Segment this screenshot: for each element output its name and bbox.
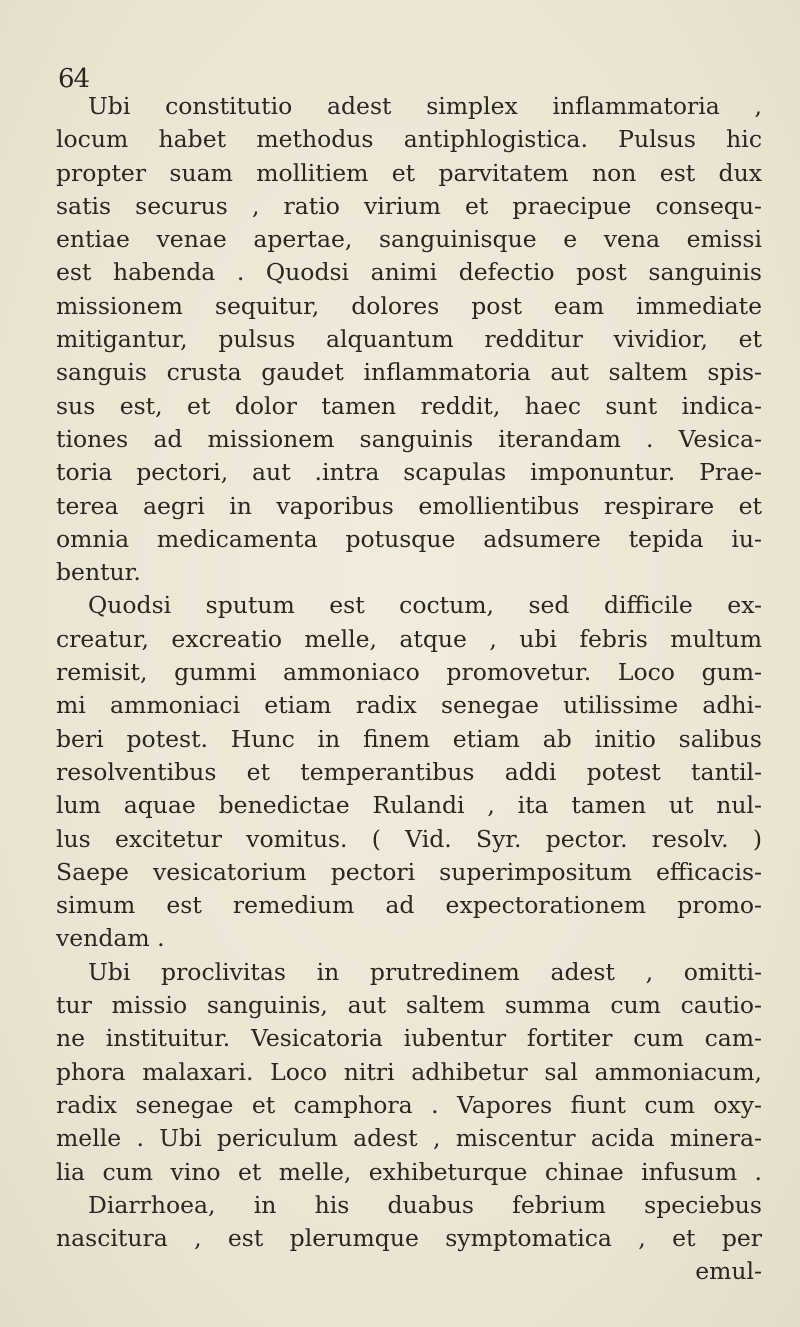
text-line: lia cum vino et melle, exhibeturque chinae infusum . (56, 1157, 762, 1186)
page-number: 64 (58, 64, 90, 94)
text-line: creatur, excreatio melle, atque , ubi febris multum (56, 624, 762, 653)
text-line: toria pectori, aut .intra scapulas imponuntur. Prae- (56, 458, 762, 487)
text-line: radix senegae et camphora . Vapores fiunt cum oxy- (56, 1090, 762, 1119)
text-line: omnia medicamenta potusque adsumere tepida iu- (56, 524, 762, 553)
text-line: phora malaxari. Loco nitri adhibetur sal ammoniacum, (56, 1057, 762, 1086)
text-line: Ubi proclivitas in prutredinem adest , omitti- (88, 957, 762, 986)
text-line: entiae venae apertae, sanguinisque e vena emissi (56, 225, 762, 254)
text-line: nascitura , est plerumque symptomatica , et per (56, 1224, 762, 1253)
text-line: sanguis crusta gaudet inflammatoria aut saltem spis- (56, 358, 762, 387)
text-line: vendam . (56, 924, 165, 953)
text-line: beri potest. Hunc in finem etiam ab initio salibus (56, 724, 762, 753)
text-line: mitigantur, pulsus alquantum redditur vividior, et (56, 325, 762, 354)
body-text (56, 90, 762, 1289)
text-line: mi ammoniaci etiam radix senegae utilissime adhi- (56, 691, 762, 720)
text-line: Saepe vesicatorium pectori superimpositum efficacis- (56, 857, 762, 886)
text-line: resolventibus et temperantibus addi potest tantil- (56, 757, 762, 786)
text-line: ne instituitur. Vesicatoria iubentur fortiter cum cam- (56, 1024, 762, 1053)
text-line: remisit, gummi ammoniaco promovetur. Loco gum- (56, 658, 762, 687)
text-line: tur missio sanguinis, aut saltem summa cum cautio- (56, 991, 762, 1020)
text-line: tiones ad missionem sanguinis iterandam . Vesica- (56, 424, 762, 453)
text-line: propter suam mollitiem et parvitatem non est dux (56, 158, 762, 187)
text-line: terea aegri in vaporibus emollientibus respirare et (56, 491, 762, 520)
text-line: locum habet methodus antiphlogistica. Pulsus hic (56, 125, 762, 154)
text-line: melle . Ubi periculum adest , miscentur acida minera- (56, 1124, 762, 1153)
text-line: Quodsi sputum est coctum, sed difficile ex- (88, 591, 762, 620)
catchword: emul- (695, 1257, 762, 1286)
text-line: sus est, et dolor tamen reddit, haec sunt indica- (56, 391, 762, 420)
text-line: Diarrhoea, in his duabus febrium speciebus (88, 1190, 762, 1219)
text-line: Ubi constitutio adest simplex inflammatoria , (88, 92, 762, 120)
text-line: satis securus , ratio virium et praecipue consequ- (56, 191, 762, 220)
text-line: missionem sequitur, dolores post eam immediate (56, 291, 762, 320)
text-line: bentur. (56, 558, 141, 587)
text-line: lum aquae benedictae Rulandi , ita tamen ut nul- (56, 791, 762, 820)
text-line: est habenda . Quodsi animi defectio post sanguinis (56, 258, 762, 287)
text-line: simum est remedium ad expectorationem promo- (56, 891, 762, 920)
text-line: lus excitetur vomitus. ( Vid. Syr. pector. resolv. ) (56, 824, 762, 853)
